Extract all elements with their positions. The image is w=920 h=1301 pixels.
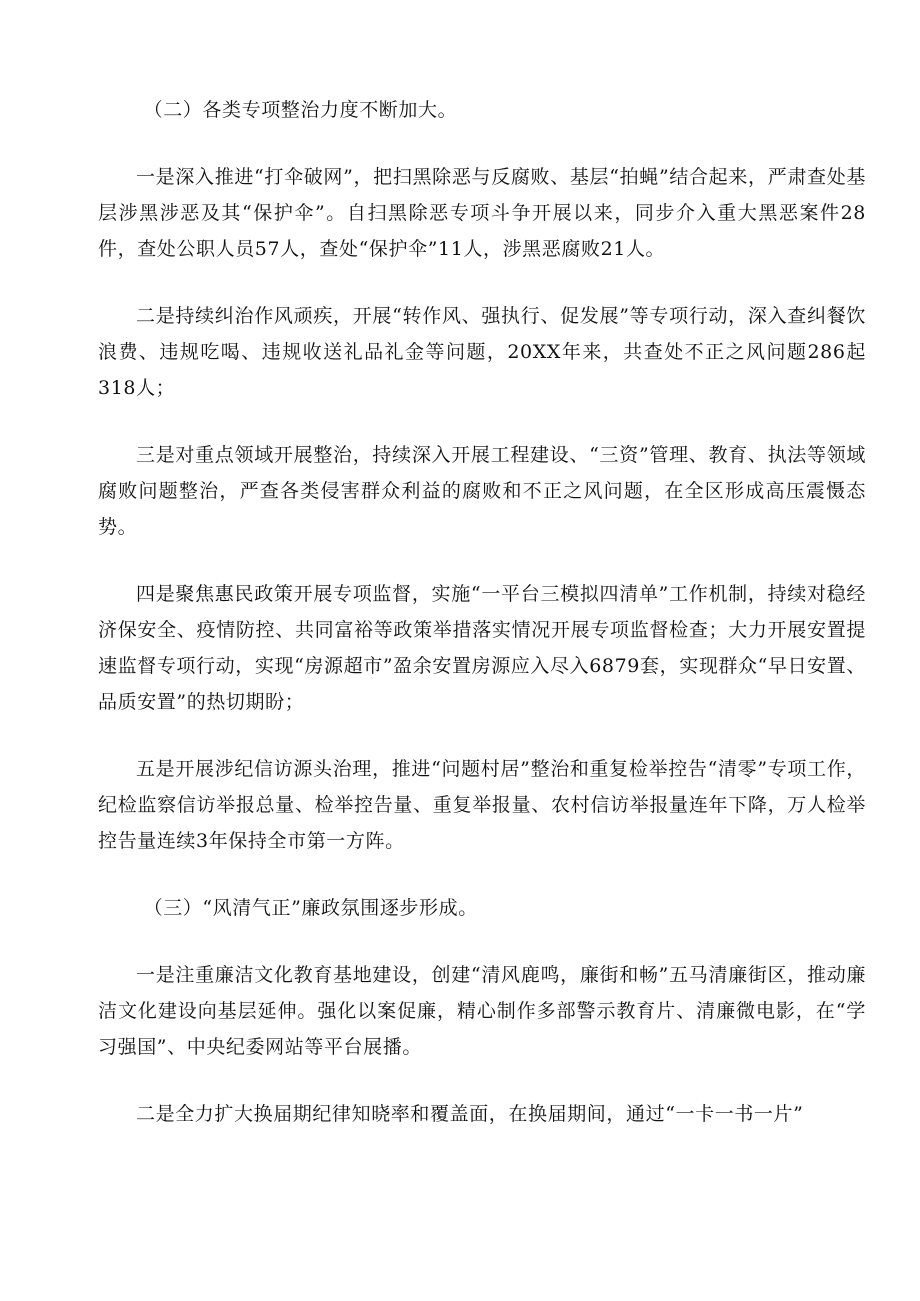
paragraph-item-6: 一是注重廉洁文化教育基地建设，创建“清风鹿鸣，廉街和畅”五马清廉街区，推动廉洁文化建设向基层延伸。强化以案促廉，精心制作多部警示教育片、清廉微电影，在“学习强国”、中央纪委网站等平台展播。 xyxy=(98,964,866,1058)
paragraph-item-2: 二是持续纠治作风顽疾，开展“转作风、强执行、促发展”等专项行动，深入查纠餐饮浪费、违规吃喝、违规收送礼品礼金等问题，20XX年来，共查处不正之风问题286起318人； xyxy=(98,305,866,399)
paragraph-item-4: 四是聚焦惠民政策开展专项监督，实施“一平台三模拟四清单”工作机制，持续对稳经济保安全、疫情防控、共同富裕等政策举措落实情况开展专项监督检查；大力开展安置提速监督专项行动，实现“房源超市”盈余安置房源应入尽入6879套，实现群众“早日安置、品质安置”的热切期盼； xyxy=(98,583,866,713)
section-heading-2: （二）各类专项整治力度不断加大。 xyxy=(143,99,458,121)
paragraph-item-3: 三是对重点领域开展整治，持续深入开展工程建设、“三资”管理、教育、执法等领域腐败问题整治，严查各类侵害群众利益的腐败和不正之风问题，在全区形成高压震慑态势。 xyxy=(98,444,866,538)
section-heading-3: （三）“风清气正”廉政氛围逐步形成。 xyxy=(143,897,478,919)
paragraph-item-5: 五是开展涉纪信访源头治理，推进“问题村居”整治和重复检举控告“清零”专项工作，纪检监察信访举报总量、检举控告量、重复举报量、农村信访举报量连年下降，万人检举控告量连续3年保持全市第一方阵。 xyxy=(98,758,866,852)
paragraph-item-7: 二是全力扩大换届期纪律知晓率和覆盖面，在换届期间，通过“一卡一书一片” xyxy=(136,1103,804,1125)
document-body xyxy=(98,92,866,1132)
paragraph-item-1: 一是深入推进“打伞破网”，把扫黑除恶与反腐败、基层“拍蝇”结合起来，严肃查处基层涉黑涉恶及其“保护伞”。自扫黑除恶专项斗争开展以来，同步介入重大黑恶案件28件，查处公职人员57人，查处“保护伞”11人，涉黑恶腐败21人。 xyxy=(98,166,866,260)
